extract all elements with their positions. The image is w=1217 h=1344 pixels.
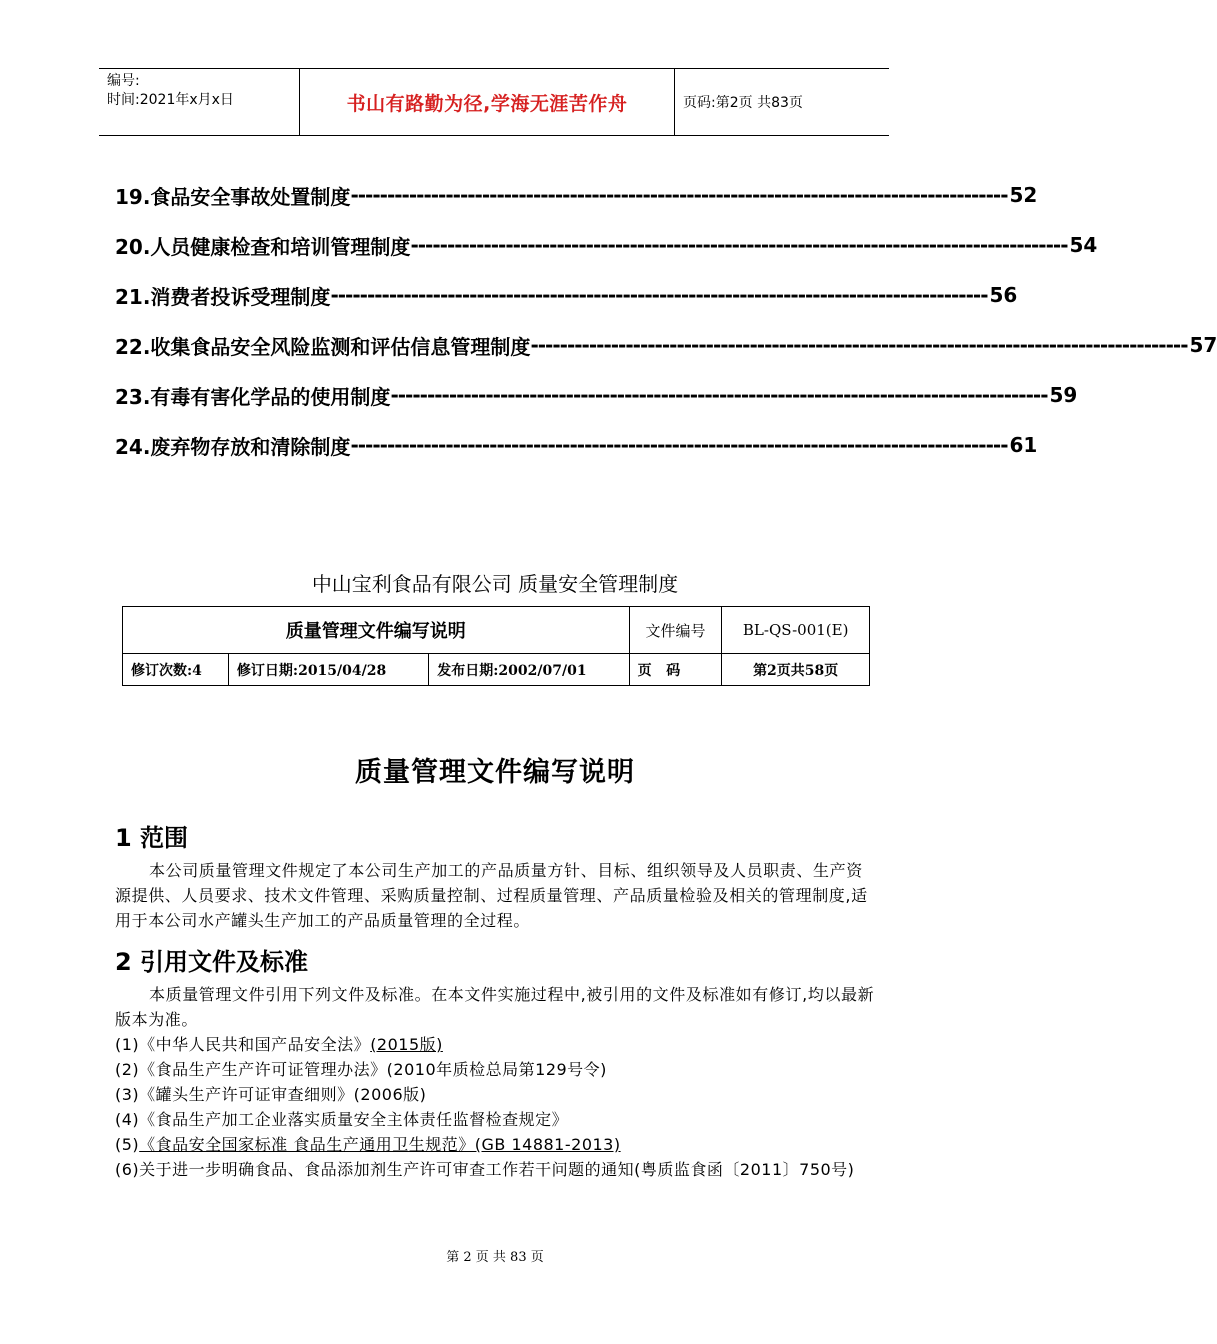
toc-leader: ------------------------------------------------------------------------------------------ (350, 183, 1008, 207)
toc-entry-title: 23.有毒有害化学品的使用制度 (115, 384, 391, 409)
references-paragraph: 本质量管理文件引用下列文件及标准。在本文件实施过程中,被引用的文件及标准如有修订,均以最新版本为准。 (115, 985, 875, 1029)
ref-number: (5) (115, 1135, 140, 1154)
time-label: 时间:2021年x月x日 (107, 92, 234, 108)
header-meta (99, 69, 300, 135)
page-value: 第2页共58页 (722, 654, 870, 686)
toc-entry[interactable] (115, 370, 1078, 420)
toc-entry-page: 61 (1009, 433, 1038, 457)
header-page-info: 页码:第2页 共83页 (683, 95, 803, 111)
toc-entry-page: 57 (1189, 333, 1217, 357)
ref-text: 《中华人民共和国产品安全法》 (139, 1035, 371, 1054)
number-label: 编号: (107, 73, 140, 89)
toc-entry-title: 20.人员健康检查和培训管理制度 (115, 234, 411, 259)
company-heading: 中山宝利食品有限公司 质量安全管理制度 (311, 572, 679, 596)
toc-entry[interactable] (115, 270, 1018, 320)
list-item (115, 1057, 885, 1082)
section-heading-references: 2 引用文件及标准 (115, 948, 309, 976)
page-footer: 第 2 页 共 83 页 (446, 1250, 544, 1265)
toc-entry-title: 21.消费者投诉受理制度 (115, 284, 331, 309)
doc-no-value: BL-QS-001(E) (722, 607, 870, 654)
toc-entry-title: 22.收集食品安全风险监测和评估信息管理制度 (115, 334, 531, 359)
toc-leader: ------------------------------------------------------------------------------------------ (530, 333, 1188, 357)
release-date: 发布日期:2002/07/01 (429, 654, 629, 686)
doc-title-cell: 质量管理文件编写说明 (123, 607, 630, 654)
table-of-contents (115, 170, 1217, 470)
toc-entry-title: 24.废弃物存放和清除制度 (115, 434, 351, 459)
main-title: 质量管理文件编写说明 (355, 757, 635, 788)
ref-text: 《食品生产生产许可证管理办法》(2010年质检总局第129号令) (139, 1060, 607, 1079)
page-label: 页 码 (629, 654, 722, 686)
toc-leader: ------------------------------------------------------------------------------------------ (410, 233, 1068, 257)
reference-list (115, 1032, 885, 1182)
toc-leader: ------------------------------------------------------------------------------------------ (390, 383, 1048, 407)
toc-entry[interactable] (115, 170, 1038, 220)
motto: 书山有路勤为径,学海无涯苦作舟 (300, 69, 675, 135)
toc-entry[interactable] (115, 420, 1038, 470)
toc-entry-page: 56 (989, 283, 1018, 307)
ref-number: (2) (115, 1060, 140, 1079)
toc-entry-page: 54 (1069, 233, 1098, 257)
ref-number: (1) (115, 1035, 140, 1054)
section-heading-scope: 1 范围 (115, 824, 189, 852)
toc-entry-page: 59 (1049, 383, 1078, 407)
document-info-table (122, 606, 870, 686)
page-header (99, 68, 889, 136)
revision-count: 修订次数:4 (123, 654, 229, 686)
ref-extra: (2015版) (370, 1035, 443, 1054)
ref-number: (6) (115, 1160, 140, 1179)
toc-entry[interactable] (115, 220, 1098, 270)
ref-number: (3) (115, 1085, 140, 1104)
ref-text: 《罐头生产许可证审查细则》(2006版) (139, 1085, 427, 1104)
ref-number: (4) (115, 1110, 140, 1129)
toc-entry-title: 19.食品安全事故处置制度 (115, 184, 351, 209)
ref-text: 关于进一步明确食品、食品添加剂生产许可审查工作若干问题的通知(粤质监食函〔2011〕750号) (139, 1160, 855, 1179)
list-item (115, 1157, 885, 1182)
list-item (115, 1107, 885, 1132)
ref-text: 《食品生产加工企业落实质量安全主体责任监督检查规定》 (139, 1110, 569, 1129)
doc-no-label: 文件编号 (629, 607, 722, 654)
toc-entry-page: 52 (1009, 183, 1038, 207)
scope-paragraph: 本公司质量管理文件规定了本公司生产加工的产品质量方针、目标、组织领导及人员职责、生产资源提供、人员要求、技术文件管理、采购质量控制、过程质量管理、产品质量检验及相关的管理制度,适用于本公司水产罐头生产加工的产品质量管理的全过程。 (115, 861, 868, 930)
ref-text: 《食品安全国家标准 食品生产通用卫生规范》(GB 14881-2013) (139, 1135, 621, 1154)
list-item (115, 1132, 885, 1157)
list-item (115, 1082, 885, 1107)
toc-entry[interactable] (115, 320, 1217, 370)
list-item (115, 1032, 885, 1057)
toc-leader: ------------------------------------------------------------------------------------------ (330, 283, 988, 307)
revision-date: 修订日期:2015/04/28 (228, 654, 428, 686)
toc-leader: ------------------------------------------------------------------------------------------ (350, 433, 1008, 457)
